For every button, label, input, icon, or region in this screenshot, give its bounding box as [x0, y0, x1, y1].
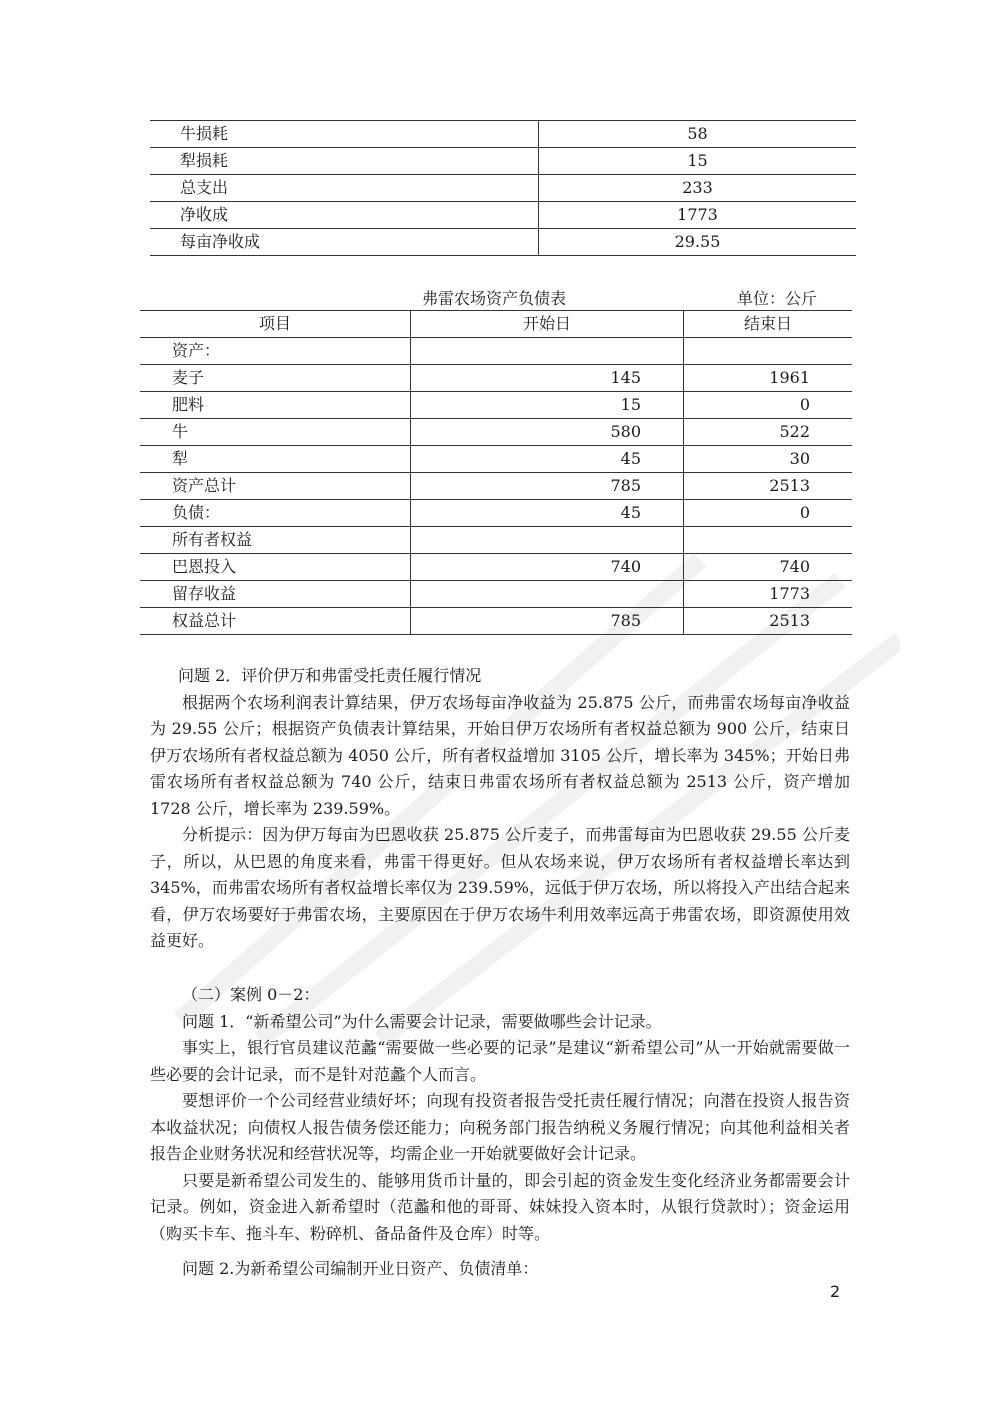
- balance-row-item: 犁: [140, 446, 411, 473]
- balance-row-item: 牛: [140, 419, 411, 446]
- balance-table-unit: 单位：公斤: [737, 289, 818, 308]
- balance-row-start: 15: [411, 392, 684, 419]
- balance-row-start: 785: [411, 473, 684, 500]
- section-case: [150, 982, 850, 1247]
- balance-table-title: 弗雷农场资产负债表: [422, 289, 567, 308]
- case-paragraph: 要想评价一个公司经营业绩好坏；向现有投资者报告受托责任履行情况；向潜在投资人报告资本收益状况；向债权人报告债务偿还能力；向税务部门报告纳税义务履行情况；向其他利益相关者报告企业财务状况和经营状况等，均需企业一开始就要做好会计记录。: [150, 1091, 850, 1163]
- income-row-value: 29.55: [539, 229, 857, 256]
- balance-row-end: 1961: [684, 365, 853, 392]
- balance-row: [140, 554, 852, 581]
- income-table: [150, 120, 856, 256]
- header-end: 结束日: [684, 311, 853, 338]
- header-item: 项目: [140, 311, 411, 338]
- balance-row: [140, 500, 852, 527]
- case-heading: （二）案例 0－2：: [182, 985, 320, 1004]
- balance-row: [140, 527, 852, 554]
- income-row-value: 15: [539, 148, 857, 175]
- balance-row-item: 资产总计: [140, 473, 411, 500]
- income-row-label: 总支出: [150, 175, 539, 202]
- income-row-label: 每亩净收成: [150, 229, 539, 256]
- income-row: [150, 148, 856, 175]
- q2-heading: 问题 2．评价伊万和弗雷受托责任履行情况: [178, 666, 482, 685]
- balance-row: [140, 581, 852, 608]
- balance-table: [140, 310, 852, 635]
- case-paragraph: 事实上，银行官员建议范蠡“需要做一些必要的记录”是建议“新希望公司”从一开始就需要做一些必要的会计记录，而不是针对范蠡个人而言。: [150, 1038, 850, 1084]
- balance-header-row: [140, 311, 852, 338]
- balance-row-start: 580: [411, 419, 684, 446]
- balance-row-end: [684, 527, 853, 554]
- income-row: [150, 121, 856, 148]
- balance-row-end: 740: [684, 554, 853, 581]
- balance-row-end: 2513: [684, 608, 853, 635]
- page-number: 2: [830, 1282, 841, 1301]
- income-row: [150, 202, 856, 229]
- balance-row-item: 麦子: [140, 365, 411, 392]
- balance-row: [140, 392, 852, 419]
- income-row-value: 233: [539, 175, 857, 202]
- balance-row: [140, 473, 852, 500]
- balance-row-start: [411, 581, 684, 608]
- header-start: 开始日: [411, 311, 684, 338]
- q2-paragraph: 分析提示：因为伊万每亩为巴恩收获 25.875 公斤麦子，而弗雷每亩为巴恩收获 29.55 公斤麦子，所以，从巴恩的角度来看，弗雷干得更好。但从农场来说，伊万农场所有者权益增长率达到 345%，而弗雷农场所有者权益增长率仅为 239.59%，远低于伊万农场，所以将投入产出结合起来看，伊万农场要好于弗雷农场，主要原因在于伊万农场牛利用效率远高于弗雷农场，即资源使用效益更好。: [150, 825, 850, 950]
- case-paragraph: 只要是新希望公司发生的、能够用货币计量的，即会引起的资金发生变化经济业务都需要会计记录。例如，资金进入新希望时（范蠡和他的哥哥、妹妹投入资本时，从银行贷款时）；资金运用（购买卡车、拖斗车、粉碎机、备品备件及仓库）时等。: [150, 1170, 850, 1243]
- balance-row: [140, 419, 852, 446]
- balance-row-start: [411, 527, 684, 554]
- balance-row-start: 45: [411, 500, 684, 527]
- balance-row-item: 所有者权益: [140, 527, 411, 554]
- case-question1: 问题 1．“新希望公司”为什么需要会计记录，需要做哪些会计记录。: [182, 1011, 662, 1031]
- balance-row-item: 肥料: [140, 392, 411, 419]
- balance-row-item: 权益总计: [140, 608, 411, 635]
- balance-row: [140, 446, 852, 473]
- balance-row-start: 740: [411, 554, 684, 581]
- balance-row-start: 45: [411, 446, 684, 473]
- q2-paragraph: 根据两个农场利润表计算结果，伊万农场每亩净收益为 25.875 公斤，而弗雷农场每亩净收益为 29.55 公斤；根据资产负债表计算结果，开始日伊万农场所有者权益总额为 900 公斤，结束日伊万农场所有者权益总额为 4050 公斤，所有者权益增加 3105 公斤，增长率为 345%；开始日弗雷农场所有者权益总额为 740 公斤，结束日弗雷农场所有者权益总额为 2513 公斤，资产增加 1728 公斤，增长率为 239.59%。: [150, 692, 850, 818]
- income-row: [150, 229, 856, 256]
- income-row-value: 58: [539, 121, 857, 148]
- section-q3: [150, 1256, 850, 1283]
- balance-row-item: 留存收益: [140, 581, 411, 608]
- q3-heading: 问题 2.为新希望公司编制开业日资产、负债清单：: [182, 1259, 539, 1278]
- income-row: [150, 175, 856, 202]
- balance-row-start: 785: [411, 608, 684, 635]
- balance-row: [140, 365, 852, 392]
- income-row-label: 净收成: [150, 202, 539, 229]
- balance-row-start: [411, 338, 684, 365]
- balance-row-end: 0: [684, 392, 853, 419]
- balance-row-end: 1773: [684, 581, 853, 608]
- balance-row-end: 522: [684, 419, 853, 446]
- balance-row: [140, 338, 852, 365]
- income-row-label: 牛损耗: [150, 121, 539, 148]
- balance-row-end: 30: [684, 446, 853, 473]
- balance-row-end: 2513: [684, 473, 853, 500]
- balance-row-start: 145: [411, 365, 684, 392]
- balance-row-item: 资产：: [140, 338, 411, 365]
- income-row-value: 1773: [539, 202, 857, 229]
- section-q2: [150, 663, 850, 955]
- income-row-label: 犁损耗: [150, 148, 539, 175]
- balance-row: [140, 608, 852, 635]
- balance-row-item: 巴恩投入: [140, 554, 411, 581]
- balance-row-end: 0: [684, 500, 853, 527]
- balance-row-end: [684, 338, 853, 365]
- balance-row-item: 负债：: [140, 500, 411, 527]
